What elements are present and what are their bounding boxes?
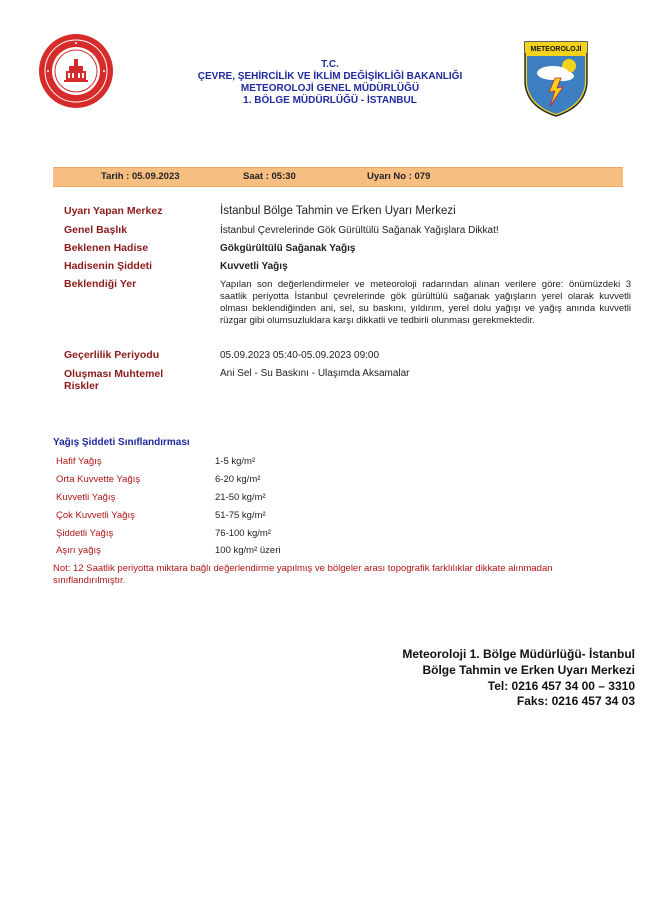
warning-time: Saat : 05:30 — [243, 171, 296, 182]
classification-range: 76-100 kg/m² — [215, 528, 271, 539]
warning-date: Tarih : 05.09.2023 — [101, 171, 180, 182]
classification-name: Hafif Yağış — [56, 456, 102, 467]
field-label-location: Beklendiği Yer — [64, 278, 137, 290]
classification-title: Yağış Şiddeti Sınıflandırması — [53, 437, 190, 448]
footer-office: Meteoroloji 1. Bölge Müdürlüğü- İstanbul — [402, 647, 635, 661]
meteoroloji-logo — [523, 40, 589, 118]
header-ministry: ÇEVRE, ŞEHİRCİLİK VE İKLİM DEĞİŞİKLİĞİ BAKANLIĞI — [197, 71, 463, 82]
field-label-title: Genel Başlık — [64, 224, 128, 236]
classification-name: Şiddetli Yağış — [56, 528, 114, 539]
footer-center: Bölge Tahmin ve Erken Uyarı Merkezi — [422, 663, 635, 677]
classification-name: Çok Kuvvetli Yağış — [56, 510, 135, 521]
field-value-center: İstanbul Bölge Tahmin ve Erken Uyarı Merkezi — [220, 205, 456, 217]
field-value-event: Gökgürültülü Sağanak Yağış — [220, 243, 356, 254]
footer-fax: Faks: 0216 457 34 03 — [516, 694, 635, 708]
classification-name: Orta Kuvvette Yağış — [56, 474, 141, 485]
classification-note: Not: 12 Saatlik periyotta miktara bağlı değerlendirme yapılmış ve bölgeler arası topografik farklılıklar dikkate alınmadan sınıflandırılmıştır. — [53, 563, 553, 586]
field-label-event: Beklenen Hadise — [64, 242, 149, 254]
ministry-seal-logo — [38, 33, 114, 109]
header-directorate: METEOROLOJİ GENEL MÜDÜRLÜĞÜ — [240, 83, 420, 94]
header-region: 1. BÖLGE MÜDÜRLÜĞÜ - İSTANBUL — [243, 95, 417, 106]
field-label-center: Uyarı Yapan Merkez — [64, 205, 163, 217]
field-label-validity: Geçerlilik Periyodu — [64, 349, 160, 361]
header-tc: T.C. — [321, 59, 339, 70]
classification-name: Aşırı yağış — [56, 545, 101, 556]
classification-range: 100 kg/m² üzeri — [215, 545, 281, 556]
field-value-validity: 05.09.2023 05:40-05.09.2023 09:00 — [220, 350, 380, 361]
logo-text: METEOROLOJİ — [530, 46, 582, 53]
warning-info-bar — [53, 167, 623, 187]
classification-range: 1-5 kg/m² — [215, 456, 256, 467]
classification-range: 6-20 kg/m² — [215, 474, 261, 485]
classification-name: Kuvvetli Yağış — [56, 492, 116, 503]
footer-phone: Tel: 0216 457 34 00 – 3310 — [487, 679, 635, 693]
classification-range: 21-50 kg/m² — [215, 492, 266, 503]
classification-range: 51-75 kg/m² — [215, 510, 266, 521]
field-value-risks: Ani Sel - Su Baskını - Ulaşımda Aksamalar — [220, 368, 410, 379]
field-label-severity: Hadisenin Şiddeti — [64, 260, 153, 272]
field-value-location: Yapılan son değerlendirmeler ve meteoroloji radarından alınan verilere göre: önümüzdeki 3 saatlik periyotta İstanbul çevrelerinde gök gürültülü sağanak yağışların yerel olarak kuvvetli olması beklendiğinden ani, sel, su baskını, yıldırım, yerel dolu yağışı ve yağış anında kuvvetli rüzgar gibi olumsuzluklara karşı dikkatli ve tedbirli olunması gerekmektedir. — [220, 279, 631, 326]
field-value-severity: Kuvvetli Yağış — [220, 261, 288, 272]
warning-number: Uyarı No : 079 — [367, 171, 431, 182]
field-label-risks: Oluşması Muhtemel Riskler — [64, 368, 164, 392]
field-value-title: İstanbul Çevrelerinde Gök Gürültülü Sağanak Yağışlara Dikkat! — [220, 225, 499, 236]
